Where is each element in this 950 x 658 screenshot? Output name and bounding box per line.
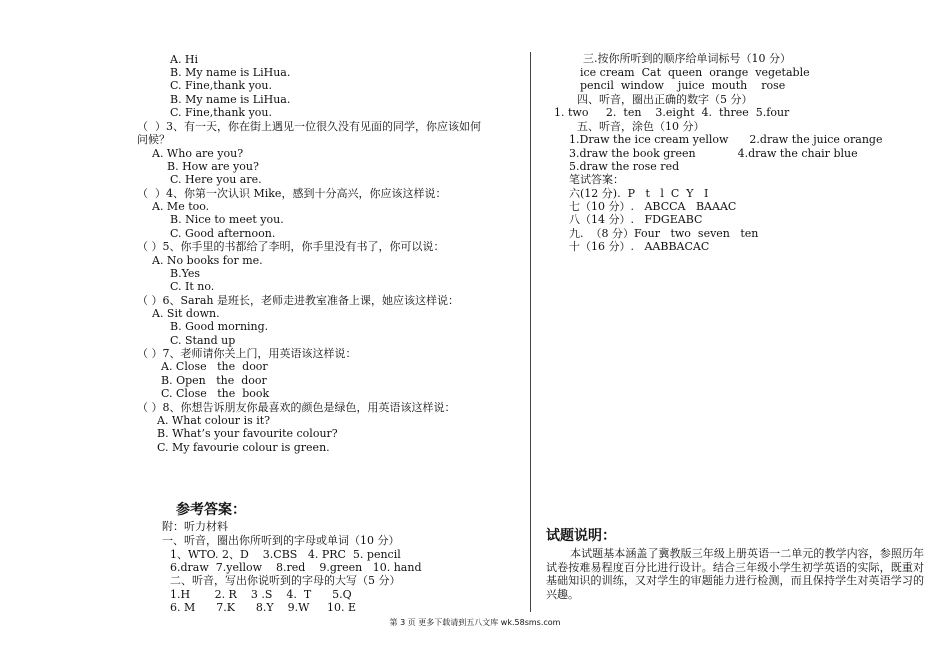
- question-line: C. My favourie colour is green.: [157, 441, 330, 454]
- question-line: B. How are you?: [167, 160, 259, 173]
- answer-line: 八（14 分）. FDGEABC: [569, 213, 703, 226]
- page-footer: 第 3 页 更多下载请到五八文库 wk.58sms.com: [389, 618, 561, 627]
- answer-line: 6.draw 7.yellow 8.red 9.green 10. hand: [170, 561, 422, 574]
- answer-line: 十（16 分）. AABBACAC: [569, 240, 710, 253]
- question-line: B. My name is LiHua.: [170, 66, 291, 79]
- answer-line: 1、WTO. 2、D 3.CBS 4. PRC 5. pencil: [170, 548, 401, 561]
- answer-line: 笔试答案：: [569, 173, 624, 186]
- question-line: （ ）4、你第一次认识 Mike，感到十分高兴，你应该这样说：: [137, 187, 447, 200]
- answer-line: 三.按你所听到的顺序给单词标号（10 分）: [583, 52, 791, 65]
- question-line: B. Good morning.: [170, 320, 269, 333]
- question-line: A. Sit down.: [152, 307, 220, 320]
- answer-line: 五、听音，涂色（10 分）: [577, 120, 705, 133]
- answer-line: pencil window juice mouth rose: [580, 79, 786, 92]
- question-line: 问候？: [137, 133, 170, 146]
- question-line: B. My name is LiHua.: [170, 93, 291, 106]
- note-heading: 试题说明：: [546, 528, 616, 544]
- question-line: C. It no.: [170, 280, 215, 293]
- answer-line: 6. M 7.K 8.Y 9.W 10. E: [170, 601, 356, 614]
- question-line: A. Hi: [170, 53, 199, 66]
- question-line: A. No books for me.: [152, 254, 263, 267]
- answer-line: 九. （8 分）Four two seven ten: [569, 227, 759, 240]
- question-line: （ ）8、你想告诉朋友你最喜欢的颜色是绿色，用英语该这样说：: [137, 401, 456, 414]
- question-line: A. What colour is it?: [157, 414, 271, 427]
- answer-heading: 参考答案：: [176, 502, 246, 518]
- question-line: （ ）5、你手里的书都给了李明，你手里没有书了，你可以说：: [137, 240, 445, 253]
- question-line: C. Here you are.: [170, 173, 262, 186]
- question-line: C. Fine,thank you.: [170, 106, 272, 119]
- question-line: A. Me too.: [152, 200, 210, 213]
- answer-line: 1.H 2. R 3 .S 4. T 5.Q: [170, 588, 352, 601]
- answer-line: 四、听音，圈出正确的数字（5 分）: [577, 93, 753, 106]
- note-paragraph: 本试题基本涵盖了冀教版三年级上册英语一二单元的教学内容，参照历年试卷按难易程度百分比进行设计。结合三年级小学生初学英语的实际，既重对基础知识的训练，又对学生的审题能力进行检测，而且保持学生对英语学习的兴趣。: [546, 547, 924, 601]
- question-line: （ ）6、Sarah 是班长，老师走进教室准备上课，她应该这样说：: [137, 294, 459, 307]
- question-line: B.Yes: [170, 267, 201, 280]
- question-line: （ ）3、有一天，你在街上遇见一位很久没有见面的同学，你应该如何: [137, 120, 481, 133]
- column-divider: [530, 52, 531, 612]
- question-line: A. Who are you?: [152, 147, 244, 160]
- question-line: B. Nice to meet you.: [170, 213, 284, 226]
- answer-line: 5.draw the rose red: [569, 160, 680, 173]
- question-line: B. Open the door: [161, 374, 267, 387]
- answer-line: 二、听音，写出你说听到的字母的大写（5 分）: [170, 574, 401, 587]
- answer-line: 3.draw the book green 4.draw the chair blue: [569, 147, 858, 160]
- question-line: C. Stand up: [170, 334, 236, 347]
- answer-line: 一、听音，圈出你所听到的字母或单词（10 分）: [162, 534, 400, 547]
- answer-line: 1. two 2. ten 3.eight 4. three 5.four: [554, 106, 790, 119]
- answer-line: 七（10 分）. ABCCA BAAAC: [569, 200, 737, 213]
- answer-line: 六(12 分). P t l C Y I: [569, 187, 709, 200]
- question-line: A. Close the door: [161, 360, 268, 373]
- answer-line: 1.Draw the ice cream yellow 2.draw the juice orange: [569, 133, 883, 146]
- question-line: C. Close the book: [161, 387, 270, 400]
- answer-line: ice cream Cat queen orange vegetable: [580, 66, 810, 79]
- question-line: B. What’s your favourite colour?: [157, 427, 338, 440]
- question-line: C. Fine,thank you.: [170, 79, 272, 92]
- question-line: C. Good afternoon.: [170, 227, 276, 240]
- answer-line: 附：听力材料: [162, 520, 228, 533]
- question-line: （ ）7、老师请你关上门，用英语该这样说：: [137, 347, 357, 360]
